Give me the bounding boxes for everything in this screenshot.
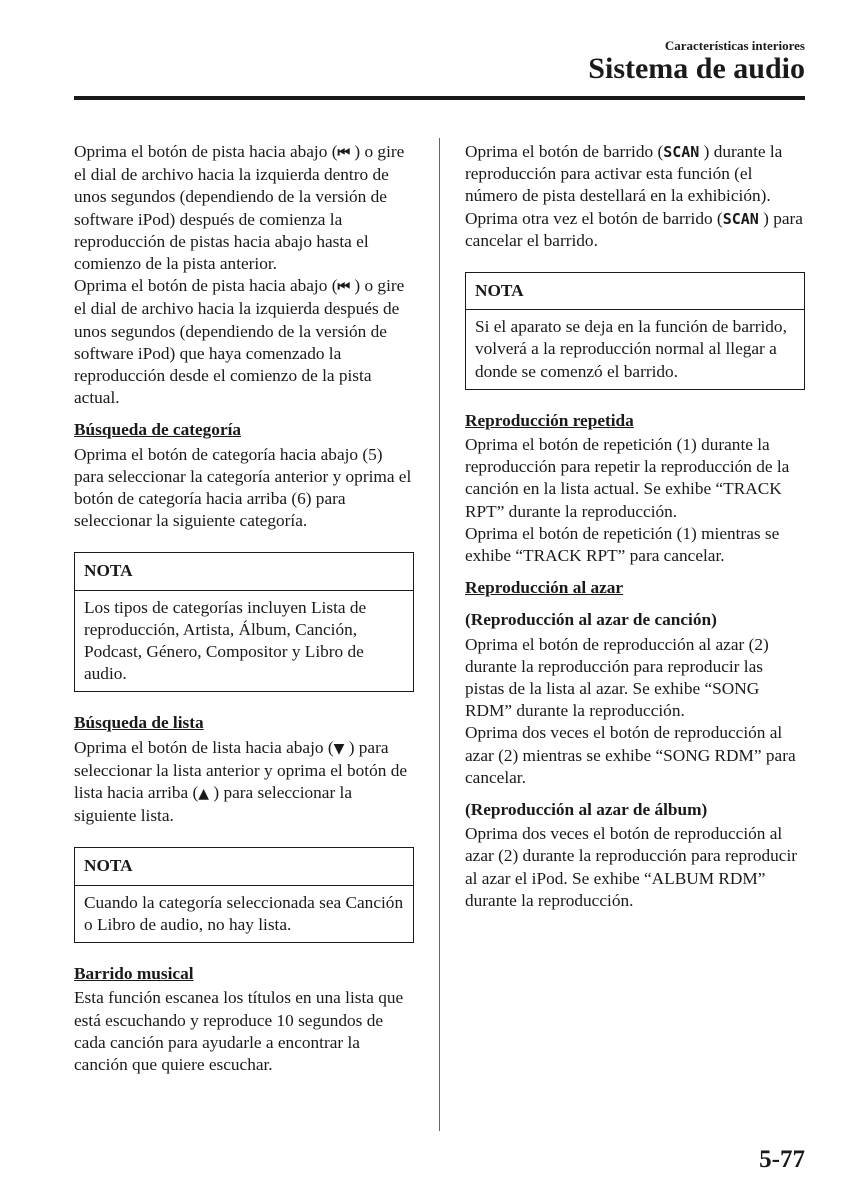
heading-reproduccion-repetida: Reproducción repetida: [465, 410, 634, 430]
page-title: Sistema de audio: [588, 52, 805, 85]
note-box-categorias: [74, 552, 414, 692]
subheading-azar-cancion: (Reproducción al azar de canción): [465, 610, 717, 630]
paragraph-azar-cancion-1: Oprima el botón de reproducción al azar (2) durante la reproducción para reproducir las pistas de la lista al azar. Se exhibe “SONG RDM” durante la reproducción.: [465, 634, 769, 721]
heading-busqueda-lista: Búsqueda de lista: [74, 713, 204, 733]
note-title: NOTA: [466, 273, 804, 310]
paragraph-lista: Oprima el botón de lista hacia abajo (▼ ) para seleccionar la lista anterior y oprima el botón de lista hacia arriba (▲ ) para seleccionar la siguiente lista.: [74, 737, 408, 826]
paragraph-repetida-1: Oprima el botón de repetición (1) durante la reproducción para repetir la reproducción de la canción en la lista actual. Se exhibe “TRACK RPT” durante la reproducción.: [465, 435, 790, 521]
column-divider: [439, 138, 440, 1131]
note-title: NOTA: [75, 553, 413, 590]
note-body: Cuando la categoría seleccionada sea Canción o Libro de audio, no hay lista.: [84, 892, 404, 934]
track-down-icon: ⏮: [337, 145, 351, 161]
track-down-icon: ⏮: [337, 279, 351, 296]
note-title: NOTA: [75, 848, 413, 885]
note-body: Si el aparato se deja en la función de barrido, volverá a la reproducción normal al llegar a donde se comenzó el barrido.: [475, 317, 787, 381]
heading-busqueda-categoria: Búsqueda de categoría: [74, 420, 242, 440]
heading-reproduccion-azar: Reproducción al azar: [465, 578, 624, 598]
heading-barrido-musical: Barrido musical: [74, 964, 194, 984]
subheading-azar-album: (Reproducción al azar de álbum): [465, 800, 708, 820]
paragraph-azar-cancion-2: Oprima dos veces el botón de reproducción al azar (2) mientras se exhibe “SONG RDM” para cancelar.: [465, 723, 796, 787]
page-number: 5-77: [759, 1146, 805, 1173]
note-box-lista: [74, 847, 414, 943]
header-section-label: Características interiores: [664, 38, 805, 53]
paragraph-azar-album: Oprima dos veces el botón de reproducción al azar (2) durante la reproducción para reproducir al azar el iPod. Se exhibe “ALBUM RDM” durante la reproducción.: [465, 824, 797, 910]
scan-button-label: SCAN: [722, 209, 759, 228]
triangle-up-icon: ▲: [198, 786, 210, 803]
note-box-barrido: [465, 272, 805, 390]
paragraph-barrido: Esta función escanea los títulos en una lista que está escuchando y reproduce 10 segundos de cada canción para ayudarle a encontrar la canción que quiere escuchar.: [74, 988, 404, 1074]
triangle-down-icon: ▼: [333, 740, 345, 757]
paragraph-track-down-2: Oprima el botón de pista hacia abajo (⏮ ) o gire el dial de archivo hacia la izquierda después de unos segundos (dependiendo de la versión de software iPod) que haya comenzado la reproducción desde el comienzo de la pista actual.: [74, 276, 405, 408]
paragraph-categoria: Oprima el botón de categoría hacia abajo (5) para seleccionar la categoría anterior y oprima el botón de categoría hacia arriba (6) para seleccionar la siguiente categoría.: [74, 444, 412, 531]
paragraph-scan: Oprima el botón de barrido (SCAN ) durante la reproducción para activar esta función (el número de pista destellará en la exhibición). Oprima otra vez el botón de barrido (SCAN ) para cancelar el barrido.: [465, 142, 803, 250]
paragraph-repetida-2: Oprima el botón de repetición (1) mientras se exhibe “TRACK RPT” para cancelar.: [465, 523, 780, 566]
right-column: [465, 141, 805, 912]
header-rule: [74, 96, 805, 100]
left-column: [74, 141, 414, 1076]
note-body: Los tipos de categorías incluyen Lista de reproducción, Artista, Álbum, Canción, Podcast, Género, Compositor y Libro de audio.: [84, 597, 367, 684]
paragraph-track-down-1: Oprima el botón de pista hacia abajo (⏮ ) o gire el dial de archivo hacia la izquierda dentro de unos segundos (dependiendo de la versión de software iPod) después de comienza la reproducción de pistas hacia abajo hasta el comienzo de la pista anterior.: [74, 142, 405, 274]
scan-button-label: SCAN: [663, 143, 700, 161]
